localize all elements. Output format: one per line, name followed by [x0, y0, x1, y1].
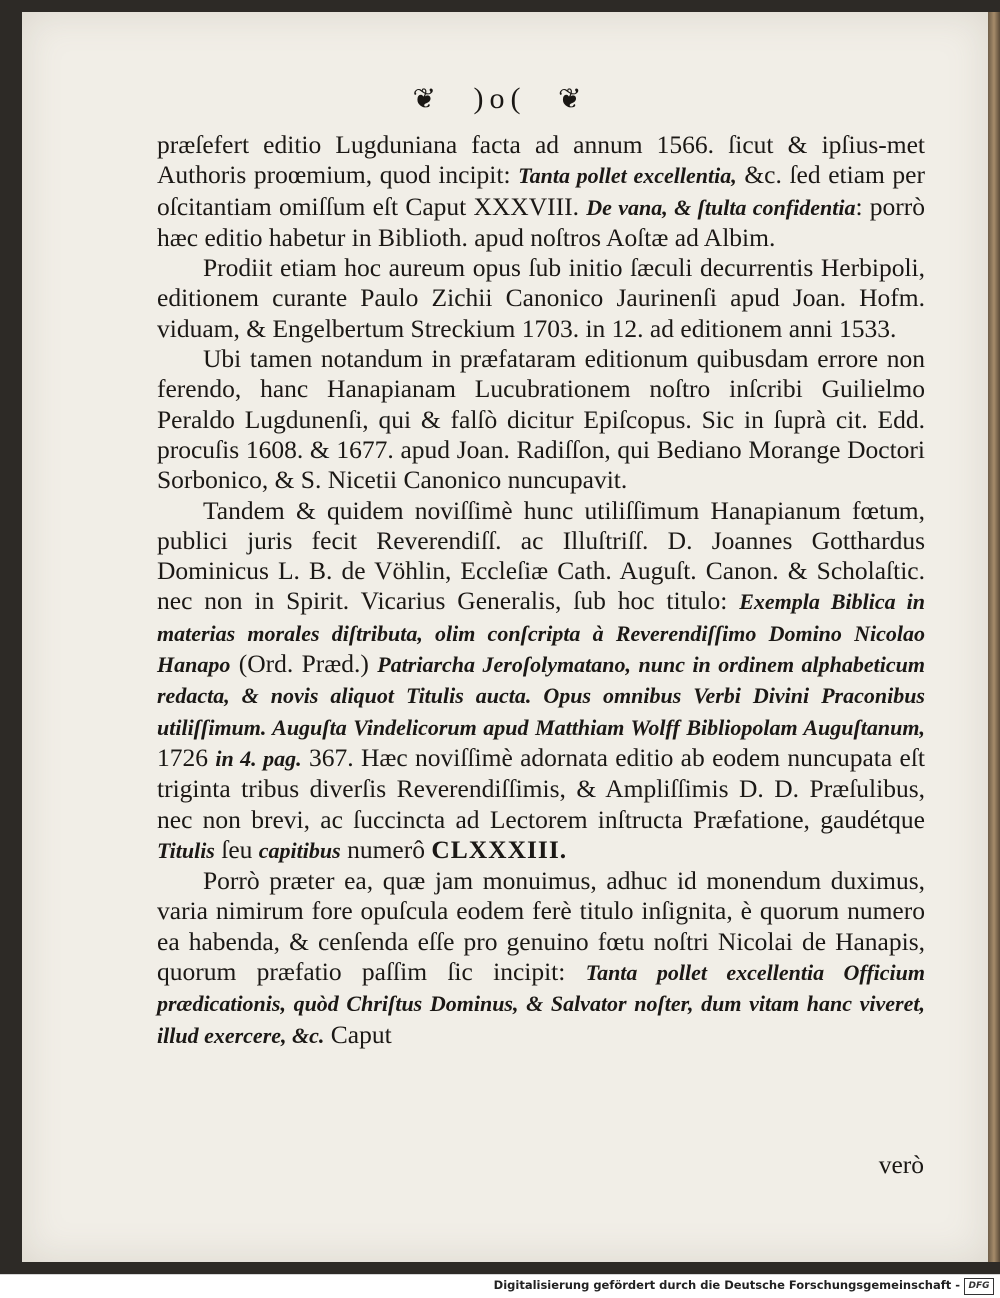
funding-note: Digitalisierung gefördert durch die Deutsche Forschungsgemeinschaft -: [493, 1278, 960, 1292]
italic-text: Exempla Biblica in materias morales diſtributa, olim conſcripta à Reverendiſſimo Domino Nicolao Hanapo: [157, 589, 925, 678]
text-run: Porrò præter ea, quæ jam monuimus, adhuc id monendum duximus, varia nimirum fore opuſcula eodem ferè titulo inſignita, è quorum numero ea habenda, & cenſenda eſſe pro genuino fœtu noſtri Nicolai de Hanapis, quorum præfatio paſſim ſic incipit:: [157, 866, 925, 987]
footer-bar: [0, 1274, 1000, 1298]
text-run: : porrò hæc editio habetur in Biblioth. apud noſtros Aoſtæ ad Albim.: [157, 191, 926, 252]
page-header: [0, 82, 1000, 116]
header-center-ornament: )o(: [473, 82, 527, 115]
text-run: Prodiit etiam hoc aureum opus ſub initio ſæculi decurrentis Herbipoli, editionem curante Paulo Zichii Canonico Jaurinenſi apud Joan. Hofm. viduam, & Engelbertum Streckium 1703. in 12. ad editionem anni 1533.: [157, 253, 925, 343]
text-run: CLXXXIII.: [431, 834, 568, 864]
italic-text: Titulis: [157, 837, 215, 863]
left-ornament-icon: ❦: [412, 84, 442, 115]
right-ornament-icon: ❦: [557, 84, 588, 115]
dfg-logo: DFG: [964, 1278, 994, 1295]
italic-text: Tanta pollet excellentia,: [518, 163, 737, 189]
paragraph: [157, 866, 925, 1051]
text-run: Caput: [324, 1019, 392, 1049]
text-run: &c. ſed etiam per oſcitantiam omiſſum eſt Caput XXXVIII.: [157, 160, 925, 221]
paragraph: [157, 344, 925, 495]
text-run: numerô: [340, 834, 432, 864]
text-run: (Ord. Præd.): [230, 649, 378, 679]
paragraph: [157, 130, 925, 253]
text-run: ſeu: [214, 834, 259, 864]
catchword: verò: [878, 1150, 924, 1179]
text-run: Tandem & quidem noviſſimè hunc utiliſſimum Hanapianum fœtum, publici juris fecit Reverendiſſ. ac Illuſtriſſ. D. Joannes Gotthardus Dominicus L. B. de Vöhlin, Eccleſiæ Cath. Auguſt. Canon. & Scholaſtic. nec non in Spirit. Vicarius Generalis, ſub hoc titulo:: [157, 495, 925, 616]
paragraph: [157, 253, 925, 344]
text-run: 1726: [157, 742, 216, 772]
italic-text: Tanta pollet excellentia Officium prædicationis, quòd Chriſtus Dominus, & Salvator noſter, dum vitam hanc viveret, illud exercere, &c.: [157, 960, 925, 1048]
paragraph: [157, 496, 925, 867]
page-edge: [988, 12, 1000, 1262]
italic-text: Patriarcha Jeroſolymatano, nunc in ordinem alphabeticum redacta, & novis aliquot Titulis aucta. Opus omnibus Verbi Divini Praconibus utiliſſimum. Auguſta Vindelicorum apud Matthiam Wolff Bibliopolam Auguſtanum,: [157, 652, 925, 740]
body-text: [157, 130, 925, 1051]
italic-text: in 4. pag.: [215, 745, 302, 771]
text-run: Ubi tamen notandum in præfataram editionum quibusdam errore non ferendo, hanc Hanapianam Lucubrationem noſtro inſcribi Guilielmo Peraldo Lugdunenſi, qui & falſò dicitur Epiſcopus. Sic in ſuprà cit. Edd. procuſis 1608. & 1677. apud Joan. Radiſſon, qui Bediano Morange Doctori Sorbonico, & S. Nicetii Canonico nuncupavit.: [157, 344, 925, 495]
text-run: 367. Hæc noviſſimè adornata editio ab eodem nuncupata eſt triginta tribus diverſis Reverendiſſimis, & Ampliſſimis D. D. Præſulibus, nec non brevi, ac ſuccincta ad Lectorem inſtructa Præfatione, gaudétque: [157, 742, 925, 834]
italic-text: capitibus: [258, 837, 341, 863]
text-run: præſefert editio Lugduniana facta ad annum 1566. ſicut & ipſius-met Authoris proœmium, quod incipit:: [157, 130, 925, 190]
italic-text: De vana, & ſtulta confidentia: [586, 194, 856, 220]
